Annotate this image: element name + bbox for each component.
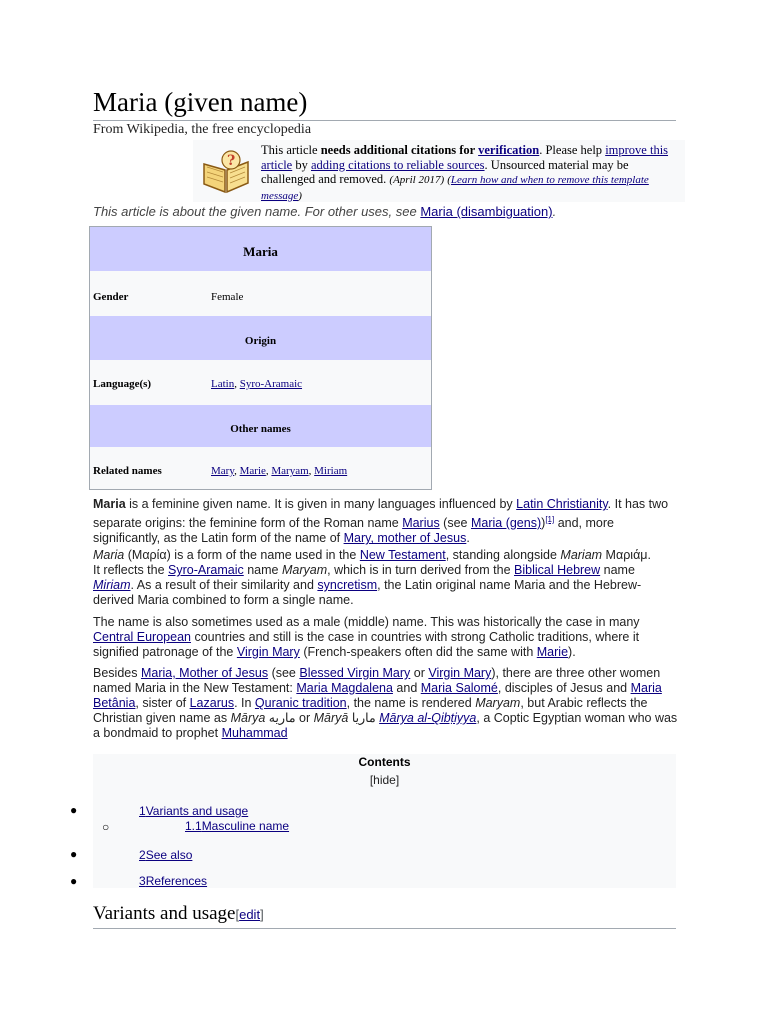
text: is a feminine given name. It is given in many languages influenced by xyxy=(125,497,517,511)
infobox-label: Gender xyxy=(93,291,129,303)
latin-christianity-link[interactable]: Latin Christianity xyxy=(516,497,608,511)
text: ). xyxy=(568,645,576,659)
toc-number: 1.1 xyxy=(185,819,202,833)
toc-label: See also xyxy=(145,848,193,862)
svg-text:?: ? xyxy=(227,153,236,169)
infobox-row-language xyxy=(90,360,431,405)
text: , sister of xyxy=(135,696,190,710)
toc-number: 1 xyxy=(139,804,146,818)
syro-aramaic-link[interactable]: Syro-Aramaic xyxy=(239,378,303,390)
site-tagline: From Wikipedia, the free encyclopedia xyxy=(93,122,312,137)
marie-link[interactable]: Marie xyxy=(239,465,266,477)
miriam-link[interactable]: Miriam xyxy=(314,465,348,477)
citation-link[interactable]: [1] xyxy=(545,515,555,524)
notice-paren: ) xyxy=(298,189,302,202)
latin-link[interactable]: Latin xyxy=(211,378,235,390)
edit-link[interactable]: edit xyxy=(239,907,261,922)
italic-term: Maryam xyxy=(475,696,521,710)
marya-al-qibtiyya-link[interactable]: Mārya al-Qibṭiyya xyxy=(379,711,477,725)
maryam-link[interactable]: Maryam xyxy=(271,465,309,477)
mary-link[interactable]: Mary xyxy=(211,465,235,477)
toc-item-variants[interactable] xyxy=(139,804,248,818)
syncretism-link[interactable]: syncretism xyxy=(317,578,378,592)
toc-label: References xyxy=(145,874,208,888)
bracket: ] xyxy=(260,907,264,922)
toc-number: 2 xyxy=(139,848,146,862)
bullet-icon: ● xyxy=(70,874,78,888)
paragraph-male-name xyxy=(93,615,683,660)
maria-magdalena-link[interactable]: Maria Magdalena xyxy=(296,681,393,695)
text: (Μαρία) is a form of the name used in the xyxy=(124,548,360,562)
infobox-title: Maria xyxy=(90,227,431,271)
notice-text: by xyxy=(292,157,311,172)
adding-citations-link[interactable]: adding citations to reliable sources xyxy=(310,157,485,172)
circle-bullet-icon: ○ xyxy=(102,820,110,834)
infobox xyxy=(89,226,432,490)
text: . It has two separate origins: the feminine form of the Roman name xyxy=(93,497,669,531)
maria-mother-link[interactable]: Maria, Mother of Jesus xyxy=(140,666,269,680)
text: , but Arabic reflects the Christian given name as xyxy=(93,696,648,725)
hatnote-end: . xyxy=(552,204,557,219)
text: , which is in turn derived from the xyxy=(327,563,515,577)
text: ماريا xyxy=(348,711,380,725)
text: Besides xyxy=(93,666,141,680)
italic-term: Maria xyxy=(93,548,125,562)
text: , a Coptic Egyptian woman who was a bondmaid to prophet xyxy=(93,711,678,740)
text: countries and still is the case in countries with strong Catholic traditions, where it signified patronage of the xyxy=(93,630,640,659)
maria-betania-link[interactable]: Maria Betânia xyxy=(93,681,662,710)
toc-label: Masculine name xyxy=(201,819,290,833)
section-heading-text: Variants and usage xyxy=(93,903,236,924)
paragraph-greek xyxy=(93,548,653,608)
infobox-row-gender xyxy=(90,271,431,316)
notice-date: (April 2017) xyxy=(389,174,445,186)
book-question-icon xyxy=(201,148,251,194)
muhammad-link[interactable]: Muhammad xyxy=(221,726,288,740)
text: , standing alongside xyxy=(445,548,561,562)
marius-link[interactable]: Marius xyxy=(402,516,440,531)
toc-item-masculine[interactable] xyxy=(185,819,289,833)
toc-item-references[interactable] xyxy=(139,874,207,888)
text: The name is also sometimes used as a male (middle) name. This was historically the case in many xyxy=(93,615,640,629)
biblical-hebrew-link[interactable]: Biblical Hebrew xyxy=(514,563,601,577)
maria-salome-link[interactable]: Maria Salomé xyxy=(420,681,498,695)
miriam-link[interactable]: Miriam xyxy=(93,578,131,592)
italic-term: Māryā xyxy=(313,711,349,725)
table-of-contents xyxy=(93,754,676,888)
virgin-mary-link[interactable]: Virgin Mary xyxy=(428,666,492,680)
bold-term: Maria xyxy=(93,497,126,511)
text: ), there are three other women named Maria in the New Testament: xyxy=(93,666,661,695)
text: (see xyxy=(439,516,471,531)
notice-text: This article xyxy=(261,143,321,157)
notice-text: . Unsourced material may be challenged and removed. xyxy=(261,157,629,186)
text: . In xyxy=(234,696,255,710)
central-european-link[interactable]: Central European xyxy=(93,630,191,644)
notice-text: . Please help xyxy=(539,143,606,157)
infobox-row-related xyxy=(90,447,431,489)
maria-gens-link[interactable]: Maria (gens) xyxy=(470,516,542,531)
italic-term: Maryam xyxy=(281,563,328,577)
notice-bold-text: needs additional citations for xyxy=(320,143,479,157)
lazarus-link[interactable]: Lazarus xyxy=(189,696,235,710)
infobox-label: Related names xyxy=(93,465,162,477)
bracket: [ xyxy=(235,907,240,922)
text: ) xyxy=(541,516,546,531)
section-heading xyxy=(93,903,676,929)
hatnote xyxy=(93,204,556,219)
text: , the Latin original name Maria and the Hebrew-derived Maria combined to form a single name. xyxy=(93,578,642,607)
virgin-mary-link[interactable]: Virgin Mary xyxy=(236,645,300,659)
citation-notice-box xyxy=(193,140,685,202)
bullet-icon: ● xyxy=(70,803,78,817)
text: and, more significantly, as the Latin form of the name of xyxy=(93,516,614,546)
bullet-icon: ● xyxy=(70,847,78,861)
paragraph-new-testament xyxy=(93,666,683,741)
italic-term: Mārya xyxy=(230,711,266,725)
text: and xyxy=(392,681,421,695)
mary-mother-link[interactable]: Mary, mother of Jesus xyxy=(343,531,467,546)
separator: , xyxy=(265,465,272,477)
toc-title: Contents xyxy=(358,755,411,769)
notice-paren: ( xyxy=(447,174,451,186)
text: . xyxy=(466,531,470,546)
paragraph-intro xyxy=(93,497,683,546)
blessed-virgin-mary-link[interactable]: Blessed Virgin Mary xyxy=(299,666,411,680)
hatnote-text: This article is about the given name. For other uses, see xyxy=(93,204,421,219)
disambiguation-link[interactable]: Maria (disambiguation) xyxy=(420,204,553,219)
text: (see xyxy=(268,666,300,680)
toc-number: 3 xyxy=(139,874,146,888)
text: (French-speakers often did the same with xyxy=(299,645,537,659)
separator: , xyxy=(234,378,240,390)
infobox-label: Language(s) xyxy=(93,378,152,390)
verification-link[interactable]: verification xyxy=(478,143,540,157)
text: ماريه or xyxy=(265,711,314,725)
learn-how-link[interactable]: Learn how and when to remove this template message xyxy=(261,174,649,202)
edit-section xyxy=(235,907,263,922)
toc-label: Variants and usage xyxy=(145,804,249,818)
marie-link[interactable]: Marie xyxy=(536,645,569,659)
text: or xyxy=(410,666,429,680)
text: , disciples of Jesus and xyxy=(497,681,631,695)
infobox-value: Female xyxy=(211,291,244,303)
infobox-origin-header: Origin xyxy=(90,316,431,360)
text: name xyxy=(600,563,635,577)
text: name xyxy=(243,563,282,577)
italic-term: Mariam xyxy=(560,548,603,562)
syro-aramaic-link[interactable]: Syro-Aramaic xyxy=(168,563,244,577)
text: Μαριάμ. It reflects the xyxy=(93,548,651,577)
improve-article-link[interactable]: improve this article xyxy=(261,143,669,172)
separator: , xyxy=(234,465,240,477)
text: . As a result of their similarity and xyxy=(130,578,318,592)
new-testament-link[interactable]: New Testament xyxy=(359,548,446,562)
separator: , xyxy=(308,465,315,477)
page-title: Maria (given name) xyxy=(93,86,676,121)
infobox-other-names-header: Other names xyxy=(90,405,431,447)
toc-hide-toggle[interactable]: [hide] xyxy=(369,773,400,787)
text: , the name is rendered xyxy=(346,696,476,710)
toc-item-see-also[interactable] xyxy=(139,848,192,862)
quranic-tradition-link[interactable]: Quranic tradition xyxy=(254,696,347,710)
